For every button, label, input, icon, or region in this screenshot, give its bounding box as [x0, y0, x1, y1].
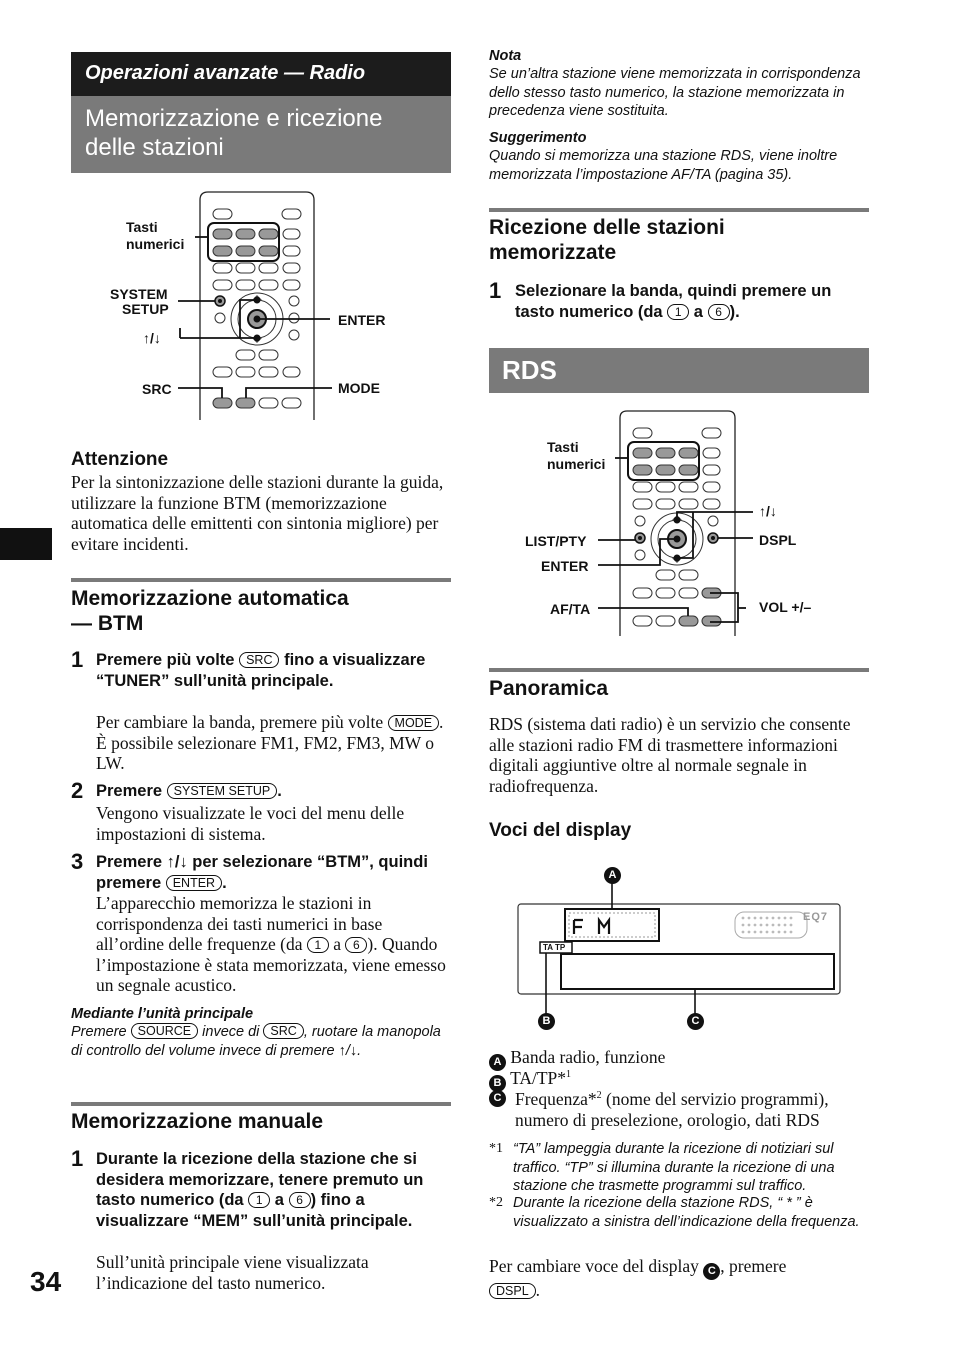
attenzione-text: Per la sintonizzazione delle stazioni durante la guida, utilizzare la funzione BTM (memorizzazione automatica delle emittenti con sintonia migliore) per evitare incidenti.: [71, 472, 444, 554]
remote1-label-system: SYSTEM: [110, 286, 168, 302]
rule-ricezione: [489, 208, 869, 212]
remote2-label-arrows: ↑/↓: [759, 503, 777, 519]
btm-step2-b: .: [277, 782, 282, 800]
ricezione-title-1: Ricezione delle stazioni: [489, 216, 725, 239]
enter-key: ENTER: [166, 875, 222, 891]
btm-step3-a: Premere ↑/↓ per selezionare “BTM”, quindi premere: [96, 853, 428, 892]
rule-btm: [71, 578, 451, 582]
remote1-label-tasti: Tasti: [126, 219, 158, 235]
btm-step1-b: fino a visualizzare “TUNER” sull’unità principale.: [96, 651, 426, 690]
rds-title: RDS: [502, 355, 557, 385]
remote2-label-listpty: LIST/PTY: [525, 533, 587, 549]
remote2-label-afta: AF/TA: [550, 601, 591, 617]
footnote-2-text: Durante la ricezione della stazione RDS, “ * ” è visualizzato a sinistra dell’indicazione della frequenza.: [513, 1195, 860, 1230]
remote2-label-dspl: DSPL: [759, 532, 797, 548]
btm-step3-body: [96, 893, 451, 996]
remote1-label-src: SRC: [142, 381, 172, 397]
display-tatp: TA TP: [543, 943, 566, 952]
legend-sup-b: 1: [566, 1069, 572, 1081]
ricezione-step1-b: ).: [729, 302, 740, 321]
panoramica-title: Panoramica: [489, 677, 609, 700]
legend-text-a: Banda radio, funzione: [510, 1047, 666, 1067]
display-eq: EQ7: [803, 911, 829, 923]
section-header-text: Operazioni avanzate — Radio: [85, 62, 366, 84]
remote1-label-setup: SETUP: [122, 301, 169, 317]
main-title-bar: [71, 96, 451, 173]
footnote-1-text: “TA” lampeggia durante la ricezione di notiziari sul traffico. “TP” si illumina durante la ricezione di una stazione che trasmette programmi sul traffico.: [513, 1141, 835, 1194]
display-footer-marker: C: [703, 1263, 720, 1280]
legend-text-c-b: (nome del servizio programmi), numero di preselezione, orologio, dati RDS: [515, 1089, 829, 1130]
manuale-step1-a: Durante la ricezione della stazione che si desidera memorizzare, tenere premuto un tasto numerico (da: [96, 1150, 424, 1209]
display-marker-b: B: [538, 1013, 555, 1030]
src-key: SRC: [239, 652, 279, 668]
manuale-step1-body: Sull’unità principale viene visualizzata l’indicazione del tasto numerico.: [96, 1252, 369, 1293]
btm-step2-text: [96, 781, 451, 802]
panoramica-text: RDS (sistema dati radio) è un servizio che consente alle stazioni radio FM di trasmettere informazioni digitali aggiuntive oltre al normale segnale in radiofrequenza.: [489, 714, 851, 796]
display-footer-c: .: [535, 1280, 541, 1300]
btm-step1-num: 1: [71, 647, 84, 672]
btm-step2-a: Premere: [96, 782, 163, 800]
btm-note-c: , ruotare la manopola di controllo del volume invece di premere ↑/↓.: [71, 1024, 441, 1059]
suggerimento-text: Quando si memorizza una stazione RDS, viene inoltre memorizzata l’impostazione AF/TA (pagina 35).: [489, 148, 838, 183]
manuale-title: Memorizzazione manuale: [71, 1110, 324, 1133]
btm-note-title: Mediante l’unità principale: [71, 1006, 254, 1022]
remote1-label-numerici: numerici: [126, 236, 185, 252]
btm-step3-b: .: [222, 873, 227, 892]
remote1-label-arrows: ↑/↓: [143, 330, 161, 346]
legend-marker-b: B: [489, 1075, 506, 1092]
btm-step3-text: [96, 852, 451, 893]
preset-6-key-3: 6: [708, 304, 730, 320]
rule-manuale: [71, 1102, 451, 1106]
ricezione-step1-text: [515, 281, 869, 322]
nota-text: Se un’altra stazione viene memorizzata in corrispondenza dello stesso tasto numerico, la stazione memorizzata in precedenza viene sostituita.: [489, 66, 861, 119]
legend-sup-c: 2: [596, 1090, 602, 1102]
chapter-tab: [0, 528, 52, 560]
btm-step3-body-b: ). Quando l’impostazione è stata memorizzata, viene emesso un segnale acustico.: [96, 934, 446, 995]
legend-text-b: TA/TP*: [510, 1068, 567, 1088]
mode-key: MODE: [388, 715, 440, 731]
btm-step1-body-a: Per cambiare la banda, premere più volte: [96, 712, 384, 732]
btm-step3-body-a: L’apparecchio memorizza le stazioni in corrispondenza dei tasti numerici in base all’ordine delle frequenze (da: [96, 893, 383, 954]
remote1-label-enter: ENTER: [338, 312, 386, 328]
source-key: SOURCE: [131, 1023, 198, 1039]
preset-1-key-2: 1: [248, 1192, 270, 1208]
btm-step1-body-b: . È possibile selezionare FM1, FM2, FM3, MW o LW.: [96, 712, 444, 773]
page-number: 34: [30, 1266, 62, 1297]
ricezione-title-2: memorizzate: [489, 241, 617, 264]
voci-title: Voci del display: [489, 820, 632, 841]
remote1-label-mode: MODE: [338, 380, 380, 396]
btm-step3-num: 3: [71, 849, 84, 874]
section-header: [71, 52, 451, 96]
main-title: Memorizzazione e ricezione delle stazioni: [85, 105, 383, 161]
btm-note-b: invece di: [202, 1024, 260, 1040]
preset-6-key: 6: [345, 937, 367, 953]
ricezione-step1-mid: a: [693, 302, 703, 321]
attenzione-title: Attenzione: [71, 449, 169, 470]
system-setup-key: SYSTEM SETUP: [167, 783, 278, 799]
remote2-label-tasti: Tasti: [547, 439, 579, 455]
btm-step1-a: Premere più volte: [96, 651, 235, 669]
suggerimento-title: Suggerimento: [489, 130, 587, 146]
src-key-2: SRC: [263, 1023, 303, 1039]
dspl-key: DSPL: [489, 1283, 536, 1299]
preset-1-key-3: 1: [667, 304, 689, 320]
btm-note-a: Premere: [71, 1024, 127, 1040]
manuale-step1-text: [96, 1149, 451, 1231]
nota-title: Nota: [489, 48, 522, 64]
btm-step2-body: Vengono visualizzate le voci del menu delle impostazioni di sistema.: [96, 803, 405, 844]
btm-step1-text: [96, 650, 451, 691]
display-footer-b: , premere: [720, 1256, 787, 1276]
display-marker-a: A: [604, 867, 621, 884]
display-footer-a: Per cambiare voce del display: [489, 1256, 699, 1276]
manuale-step1-mid: a: [274, 1191, 284, 1209]
manuale-step1-b: ) fino a visualizzare “MEM” sull’unità principale.: [96, 1191, 413, 1230]
rds-title-bar: [489, 348, 869, 393]
legend-item-c: [489, 1089, 869, 1130]
manuale-step1-num: 1: [71, 1146, 84, 1171]
legend-marker-a: A: [489, 1054, 506, 1071]
footnote-1-mark: *1: [489, 1141, 503, 1156]
preset-1-key: 1: [307, 937, 329, 953]
display-marker-c: C: [687, 1013, 704, 1030]
legend-text-c: [515, 1089, 869, 1130]
btm-step2-num: 2: [71, 778, 84, 803]
btm-step1-body: [96, 712, 451, 774]
legend-marker-c: C: [489, 1090, 506, 1107]
legend-text-c-a: Frequenza*: [515, 1089, 597, 1109]
preset-6-key-2: 6: [289, 1192, 311, 1208]
btm-note-text: [71, 1023, 451, 1060]
btm-title-1: Memorizzazione automatica: [71, 587, 349, 610]
ricezione-step1-a: Selezionare la banda, quindi premere un tasto numerico (da: [515, 282, 832, 321]
remote2-label-vol: VOL +/–: [759, 599, 812, 615]
remote2-label-enter: ENTER: [541, 558, 589, 574]
ricezione-step1-num: 1: [489, 278, 502, 303]
remote2-label-numerici: numerici: [547, 456, 606, 472]
btm-step3-body-mid: a: [333, 934, 342, 954]
display-footer: [489, 1256, 869, 1301]
footnote-2-mark: *2: [489, 1195, 503, 1210]
rule-panoramica: [489, 668, 869, 672]
btm-title-2: — BTM: [71, 612, 144, 635]
